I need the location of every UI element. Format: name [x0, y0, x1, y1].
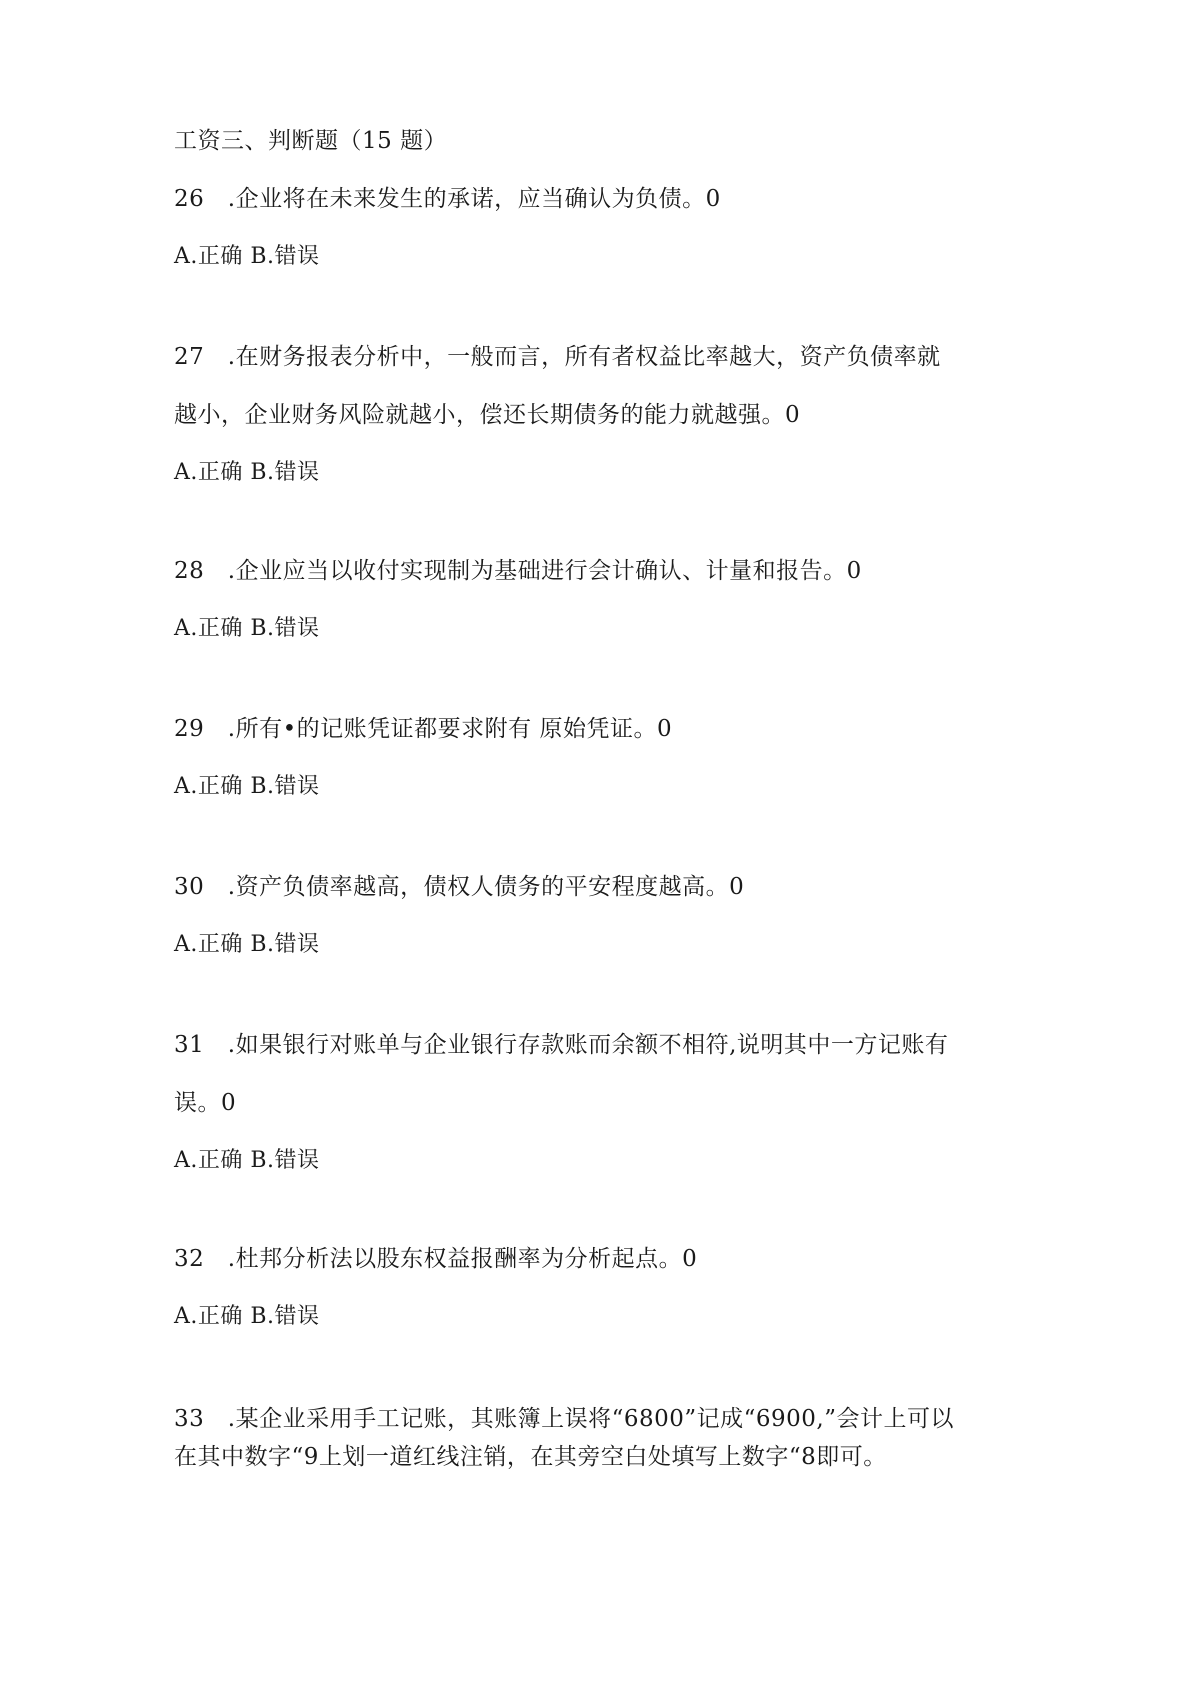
question-29-text: 29 .所有•的记账凭证都要求附有 原始凭证。0: [174, 716, 673, 742]
question-30-text: 30 .资产负债率越高，债权人债务的平安程度越高。0: [174, 874, 745, 900]
question-26-options: A.正确 B.错误: [174, 244, 320, 269]
question-31-options: A.正确 B.错误: [174, 1148, 320, 1173]
question-33-text-line-1: 33 .某企业采用手工记账，其账簿上误将“6800”记成“6900,”会计上可以: [174, 1406, 954, 1432]
section-title: 工资三、判断题（15 题）: [174, 128, 448, 154]
question-31-text-line-1: 31 .如果银行对账单与企业银行存款账而余额不相符,说明其中一方记账有: [174, 1032, 949, 1058]
question-30-options: A.正确 B.错误: [174, 932, 320, 957]
question-28-options: A.正确 B.错误: [174, 616, 320, 641]
question-32-text: 32 .杜邦分析法以股东权益报酬率为分析起点。0: [174, 1246, 698, 1272]
question-27-text-line-2: 越小，企业财务风险就越小，偿还长期债务的能力就越强。0: [174, 402, 801, 428]
question-32-options: A.正确 B.错误: [174, 1304, 320, 1329]
question-28-text: 28 .企业应当以收付实现制为基础进行会计确认、计量和报告。0: [174, 558, 862, 584]
question-26-text: 26 .企业将在未来发生的承诺，应当确认为负债。0: [174, 186, 721, 212]
question-27-options: A.正确 B.错误: [174, 460, 320, 485]
question-27-text-line-1: 27 .在财务报表分析中，一般而言，所有者权益比率越大，资产负债率就: [174, 344, 941, 370]
question-33-text-line-2: 在其中数字“9上划一道红线注销，在其旁空白处填写上数字“8即可。: [174, 1444, 887, 1470]
question-31-text-line-2: 误。0: [174, 1090, 237, 1116]
question-29-options: A.正确 B.错误: [174, 774, 320, 799]
